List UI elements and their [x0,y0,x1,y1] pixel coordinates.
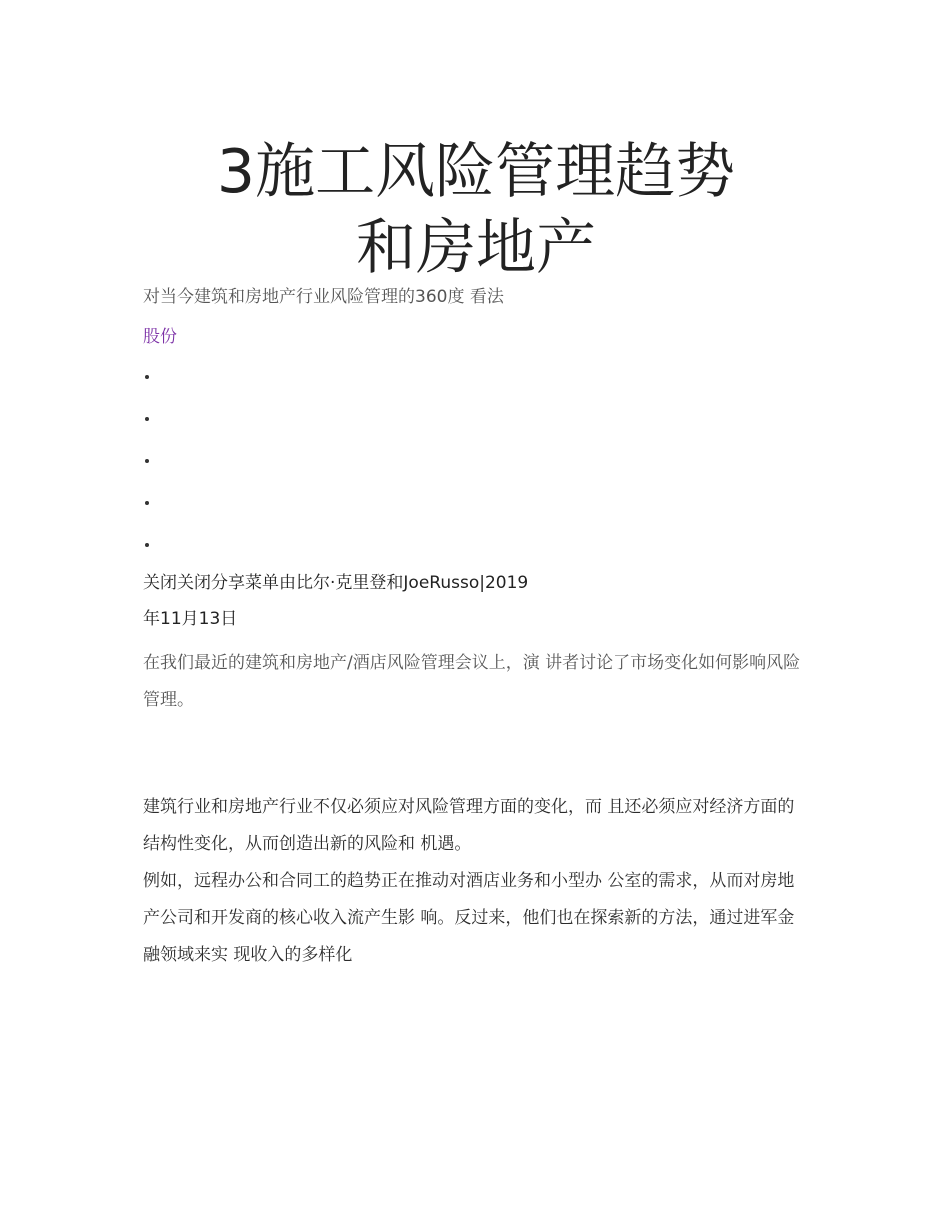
body-paragraph-2: 例如，远程办公和合同工的趋势正在推动对酒店业务和小型办 公室的需求，从而对房地产公司和开发商的核心收入流产生影 响。反过来，他们也在探索新的方法，通过进军金融领域来实 现收入的多样化 [143,871,795,965]
bullet-icon [145,375,149,379]
bullet-icon [145,417,149,421]
body-paragraph-1: 建筑行业和房地产行业不仅必须应对风险管理方面的变化，而 且还必须应对经济方面的结构性变化，从而创造出新的风险和 机遇。 [143,797,795,854]
title-line-2: 和房地产 [356,213,596,283]
page-title [0,134,952,286]
article-byline: 关闭关闭分享菜单由比尔·克里登和JoeRusso|2019 [143,573,529,593]
bullet-icon [145,501,149,505]
bullet-icon [145,543,149,547]
share-link[interactable]: 股份 [143,327,177,347]
article-subtitle: 对当今建筑和房地产行业风险管理的360度 看法 [143,287,504,307]
intro-paragraph: 在我们最近的建筑和房地产/酒店风险管理会议上，演 讲者讨论了市场变化如何影响风险管理。 [143,653,801,710]
article-date: 年11月13日 [143,609,238,629]
title-line-1: 3施工风险管理趋势 [216,137,736,207]
bullet-icon [145,459,149,463]
